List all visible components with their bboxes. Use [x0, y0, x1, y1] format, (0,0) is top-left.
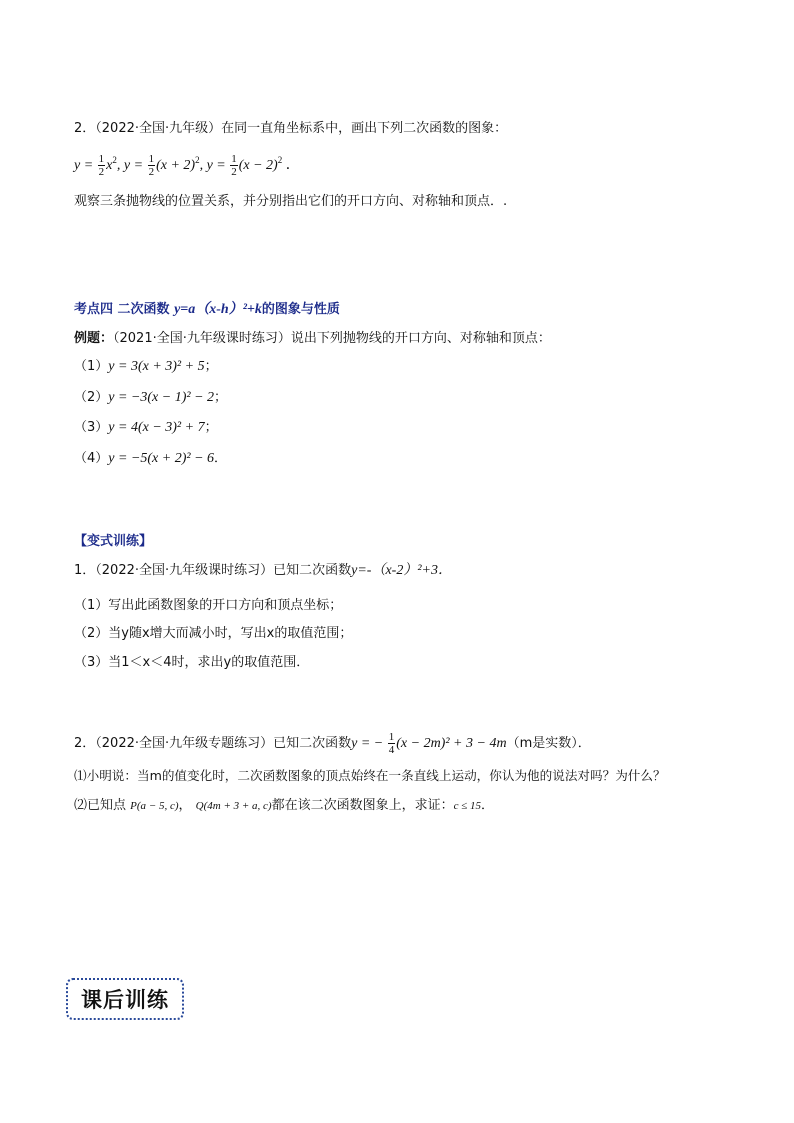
- q2-number: 2．: [74, 121, 96, 136]
- fraction-quarter: $\frac{1}{4}$: [388, 731, 395, 757]
- example-item-2: （2）y = −3(x − 1)² − 2；: [74, 390, 228, 405]
- after-class-badge: [66, 978, 184, 1020]
- variant-q2-part-2: ⑵已知点 P(a − 5, c)， Q(4m + 3 + a, c)都在该二次函数图象上，求证：c ≤ 15．: [74, 798, 495, 813]
- variant-q1-formula: y=-（x-2）²+3．: [351, 563, 452, 578]
- variant-q2-note: （m是实数）．: [506, 736, 591, 751]
- example-heading: [74, 330, 551, 348]
- variant-q1-heading: 1．（2022·全国·九年级课时练习）已知二次函数y=-（x-2）²+3．: [74, 563, 452, 578]
- variant-q2-part-1: ⑴小明说：当m的值变化时，二次函数图象的顶点始终在一条直线上运动，你认为他的说法对吗？为什么？: [74, 768, 666, 783]
- section-title-suffix: 的图象与性质: [261, 302, 340, 317]
- example-formula-4: y = −5(x + 2)² − 6: [108, 451, 215, 466]
- variant-q1-part-3: （3）当1＜x＜4时，求出y的取值范围．: [74, 655, 310, 670]
- variant-q2-heading: 2．（2022·全国·九年级专题练习）已知二次函数y = − $\frac{1}{4}$ (x − 2m)² + 3 − 4m（m是实数）．: [74, 731, 591, 757]
- example-item-3: （3）y = 4(x − 3)² + 7；: [74, 420, 218, 435]
- variant-q2-formula: y = − $\frac{1}{4}$ (x − 2m)² + 3 − 4m: [351, 731, 507, 757]
- variant-q1-part-2: （2）当y随x增大而减小时，写出x的取值范围；: [74, 626, 353, 641]
- example-item-4: （4）y = −5(x + 2)² − 6．: [74, 451, 228, 466]
- variant-title: 【变式训练】: [74, 534, 153, 549]
- example-formula-1: y = 3(x + 3)² + 5: [108, 359, 205, 374]
- variant-q1-part-1: （1）写出此函数图象的开口方向和顶点坐标；: [74, 598, 343, 613]
- point-q: Q(4m + 3 + a, c): [195, 800, 272, 812]
- q2-heading: [74, 120, 507, 138]
- section-title: [74, 301, 340, 319]
- fraction-half-3: $\frac{1}{2}$: [231, 153, 237, 179]
- section-title-prefix: 考点四 二次函数: [74, 302, 170, 317]
- example-item-1: （1）y = 3(x + 3)² + 5；: [74, 359, 218, 374]
- example-formula-3: y = 4(x − 3)² + 7: [108, 420, 205, 435]
- example-label: 例题：: [74, 331, 114, 346]
- point-p: P(a − 5, c): [130, 800, 179, 812]
- q2-functions: y = $\frac{1}{2}$ $x^2$, y = $\frac{1}{2}$ $(x + 2)^2$, y = $\frac{1}{2}$ $(x - 2)^2$ ．: [74, 153, 300, 179]
- q2-source: （2022·全国·九年级）: [95, 121, 222, 136]
- example-text: （2021·全国·九年级课时练习）说出下列抛物线的开口方向、对称轴和顶点：: [113, 331, 551, 346]
- q2-observe: 观察三条抛物线的位置关系，并分别指出它们的开口方向、对称轴和顶点．.: [74, 194, 508, 209]
- q2-text: 在同一直角坐标系中，画出下列二次函数的图象：: [221, 121, 508, 136]
- fraction-half-2: $\frac{1}{2}$: [148, 153, 155, 179]
- section-title-formula: y=a（x-h）²+k: [174, 302, 262, 317]
- example-formula-2: y = −3(x − 1)² − 2: [108, 390, 215, 405]
- inequality: c ≤ 15: [453, 800, 482, 812]
- fraction-half-1: $\frac{1}{2}$: [98, 153, 105, 179]
- after-class-label: 课后训练: [81, 988, 169, 1012]
